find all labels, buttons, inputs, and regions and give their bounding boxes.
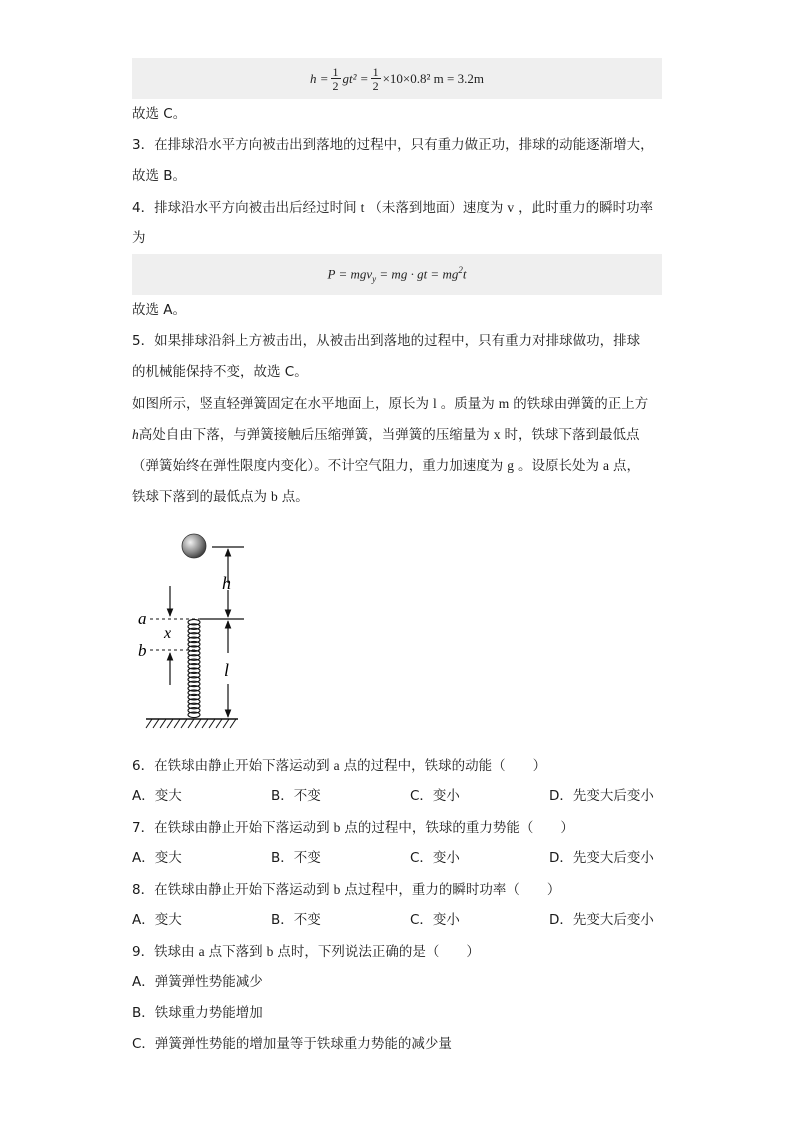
formula-text: gt² = — [342, 70, 369, 86]
hatch-mark — [174, 719, 180, 728]
hatch-mark — [167, 719, 173, 728]
hatch-mark — [216, 719, 222, 728]
hatch-mark — [230, 719, 236, 728]
spring-ball-figure — [136, 528, 256, 738]
hatch-mark — [202, 719, 208, 728]
formula-height — [132, 58, 662, 99]
q7-stem: 7．在铁球由静止开始下落运动到 b 点的过程中，铁球的重力势能（ ） — [132, 820, 574, 836]
q9-option-c: C．弹簧弹性势能的增加量等于铁球重力势能的减少量 — [132, 1036, 452, 1052]
option-c: C．变小 — [410, 850, 460, 866]
answer-a: 故选 A。 — [132, 302, 187, 318]
q5-line2: 的机械能保持不变，故选 C。 — [132, 364, 308, 380]
problem-stem: 如图所示，竖直轻弹簧固定在水平地面上，原长为 l 。质量为 m 的铁球由弹簧的正上方 h高处自由下落，与弹簧接触后压缩弹簧，当弹簧的压缩量为 x 时，铁球下落到最低点 （弹簧始终在弹性限度内变化）。不计空气阻力，重力加速度为 g 。设原长处为 a 点， 铁球下落到的最低点为 b 点。 — [132, 396, 649, 505]
q3-line1: 3．在排球沿水平方向被击出到落地的过程中，只有重力做正功，排球的动能逐渐增大， — [132, 137, 654, 153]
option-c: C．变小 — [410, 788, 460, 804]
option-a: A．变大 — [132, 788, 182, 804]
q5-line1: 5．如果排球沿斜上方被击出，从被击出到落地的过程中，只有重力对排球做功，排球 — [132, 333, 641, 349]
spring — [188, 619, 200, 717]
answer-c: 故选 C。 — [132, 106, 187, 122]
a-label: a — [138, 609, 147, 628]
q7-options — [132, 843, 662, 874]
q9-stem: 9．铁球由 a 点下落到 b 点时，下列说法正确的是（ ） — [132, 944, 480, 960]
q6-stem: 6．在铁球由静止开始下落运动到 a 点的过程中，铁球的动能（ ） — [132, 758, 547, 774]
h-label: h — [222, 573, 231, 593]
q6-options — [132, 781, 662, 812]
q4-line1: 4．排球沿水平方向被击出后经过时间 t （未落到地面）速度为 v ，此时重力的瞬时功率 — [132, 200, 654, 216]
q3-line2: 故选 B。 — [132, 168, 187, 184]
hatch-mark — [223, 719, 229, 728]
iron-ball — [182, 534, 206, 558]
hatch-mark — [188, 719, 194, 728]
option-b: B．不变 — [271, 912, 321, 928]
option-b: B．不变 — [271, 788, 321, 804]
b-label: b — [138, 641, 147, 660]
formula-power: P = mgv$_y$ = mg · gt = $mg^2t$ — [132, 254, 662, 295]
q8-options — [132, 905, 662, 936]
x-label: x — [164, 625, 172, 642]
option-a: A．变大 — [132, 912, 182, 928]
ground-hatch — [146, 719, 236, 728]
hatch-mark — [153, 719, 159, 728]
formula-text: h = — [310, 70, 329, 86]
fraction: $\frac{1}{2}$ — [372, 64, 379, 93]
fraction: $\frac{1}{2}$ — [332, 64, 339, 93]
hatch-mark — [181, 719, 187, 728]
option-d: D．先变大后变小 — [549, 850, 654, 866]
option-b: B．不变 — [271, 850, 321, 866]
q4-line2: 为 — [132, 230, 146, 246]
formula-text: ×10×0.8² m = 3.2m — [382, 70, 484, 86]
option-d: D．先变大后变小 — [549, 912, 654, 928]
hatch-mark — [160, 719, 166, 728]
hatch-mark — [195, 719, 201, 728]
q9-option-a: A．弹簧弹性势能减少 — [132, 974, 263, 990]
option-d: D．先变大后变小 — [549, 788, 654, 804]
hatch-mark — [146, 719, 152, 728]
option-c: C．变小 — [410, 912, 460, 928]
hatch-mark — [209, 719, 215, 728]
l-label: l — [224, 660, 230, 680]
option-a: A．变大 — [132, 850, 182, 866]
q9-option-b: B．铁球重力势能增加 — [132, 1005, 263, 1021]
q8-stem: 8．在铁球由静止开始下落运动到 b 点过程中，重力的瞬时功率（ ） — [132, 882, 561, 898]
